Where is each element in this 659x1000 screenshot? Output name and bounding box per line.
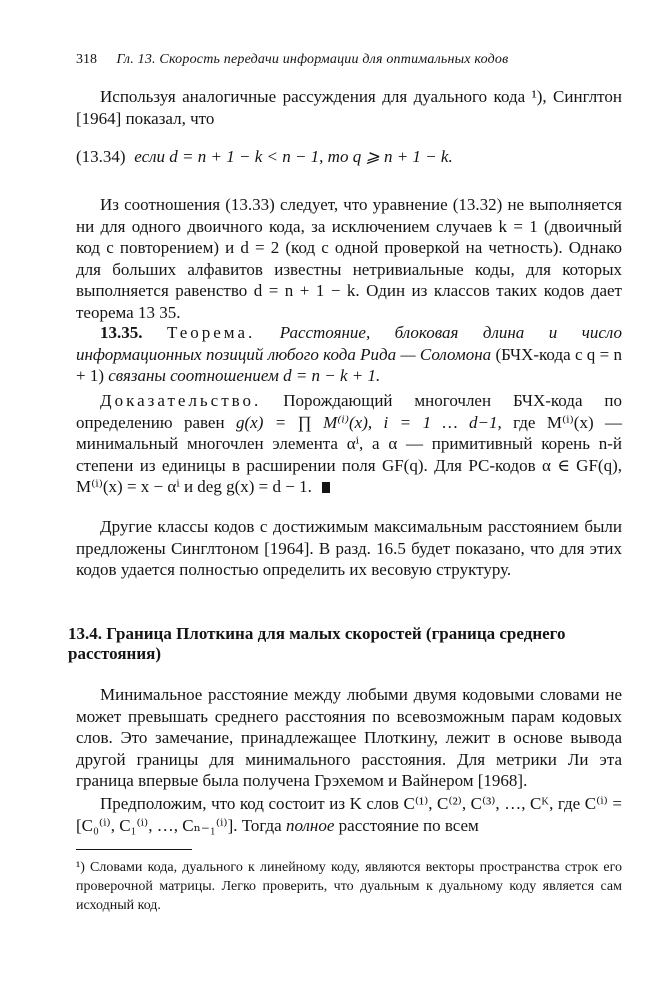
footnote: ¹) Словами кода, дуального к линейному коду, являются векторы пространства строк его проверочной матрицы. Легко проверить, что дуальным к дуальному коду является сам исходный код. [76,860,622,913]
theorem-word: Теорема. [166,323,256,342]
formula-body: если d = n + 1 − k < n − 1, то q ⩾ n + 1 − k. [134,147,453,166]
theorem-13-35 [76,322,622,387]
proof-text-b: где M⁽ⁱ⁾(x) — минимальный многочлен элемента αⁱ, а α — примитивный корень n-й степени из единицы в расширении поля GF(q). Для РС-кодов α ∈ GF(q), M⁽ⁱ⁾(x) = x − αⁱ и deg g(x) = d − 1. [76,412,623,496]
section-heading-13-4: 13.4. Граница Плоткина для малых скоростей (граница среднего расстояния) [68,624,566,663]
footnote-rule [76,849,192,850]
theorem-number: 13.35. [100,323,143,342]
p5-text-b: расстояние по всем [338,815,479,835]
page-number: 318 [76,52,97,67]
running-title: Гл. 13. Скорость передачи информации для оптимальных кодов [116,52,509,67]
paragraph-plotkin: Минимальное расстояние между любыми двумя кодовыми словами не может превышать среднего расстояния по всевозможным парам кодовых слов. Это замечание, принадлежащее Плоткину, лежит в основе вывода другой границы для минимального расстояния. Для метрики Ли эта граница впервые была получена Грэхемом и Вайнером [1968]. [76,685,622,790]
proof-word: Доказательство. [100,391,262,410]
theorem-statement-b: (БЧХ-кода с q = n + 1) [76,344,622,385]
paragraph-code-words [76,793,622,836]
paragraph-other-classes: Другие классы кодов с достижимым максимальным расстоянием были предложены Синглтоном [1964]. В разд. 16.5 будет показано, что для этих кодов удается полностью определить их весовую структуру. [76,517,622,579]
proof-formula-a: g(x) = ∏ M⁽ⁱ⁾(x), i = 1 … d−1, [236,412,502,432]
theorem-statement-d: d = n − k + 1. [283,366,381,385]
end-of-proof-icon [322,482,330,493]
theorem-statement-a: Расстояние, блоковая длина и число информационных позиций любого кода Рида — Соломона [76,323,623,364]
paragraph-intro: Используя аналогичные рассуждения для дуального кода ¹), Синглтон [1964] показал, что [76,87,622,128]
formula-13-34 [76,146,622,168]
formula-label: (13.34) [76,147,126,166]
p5-emphasis: полное [285,815,335,835]
proof-text-a: Порождающий многочлен БЧХ-кода по определению равен [76,391,622,432]
paragraph-relation: Из соотношения (13.33) следует, что уравнение (13.32) не выполняется ни для одного двоичного кода, за исключением случаев k = 1 (двоичный код с повторением) и d = 2 (код с одной проверкой на четность). Однако для больших алфавитов известны нетривиальные коды, для которых выполняется равенство d = n + 1 − k. Один из классов таких кодов дает теорема 13 35. [76,195,622,322]
running-header [76,50,616,70]
proof [76,390,622,498]
theorem-statement-c: связаны соотношением [108,366,279,385]
p5-text-a: Предположим, что код состоит из K слов C⁽¹⁾, C⁽²⁾, C⁽³⁾, …, Cᴷ, где C⁽ⁱ⁾ = [C₀⁽ⁱ⁾, C₁⁽ⁱ⁾, …, Cₙ₋₁⁽ⁱ⁾]. Тогда [76,794,622,835]
